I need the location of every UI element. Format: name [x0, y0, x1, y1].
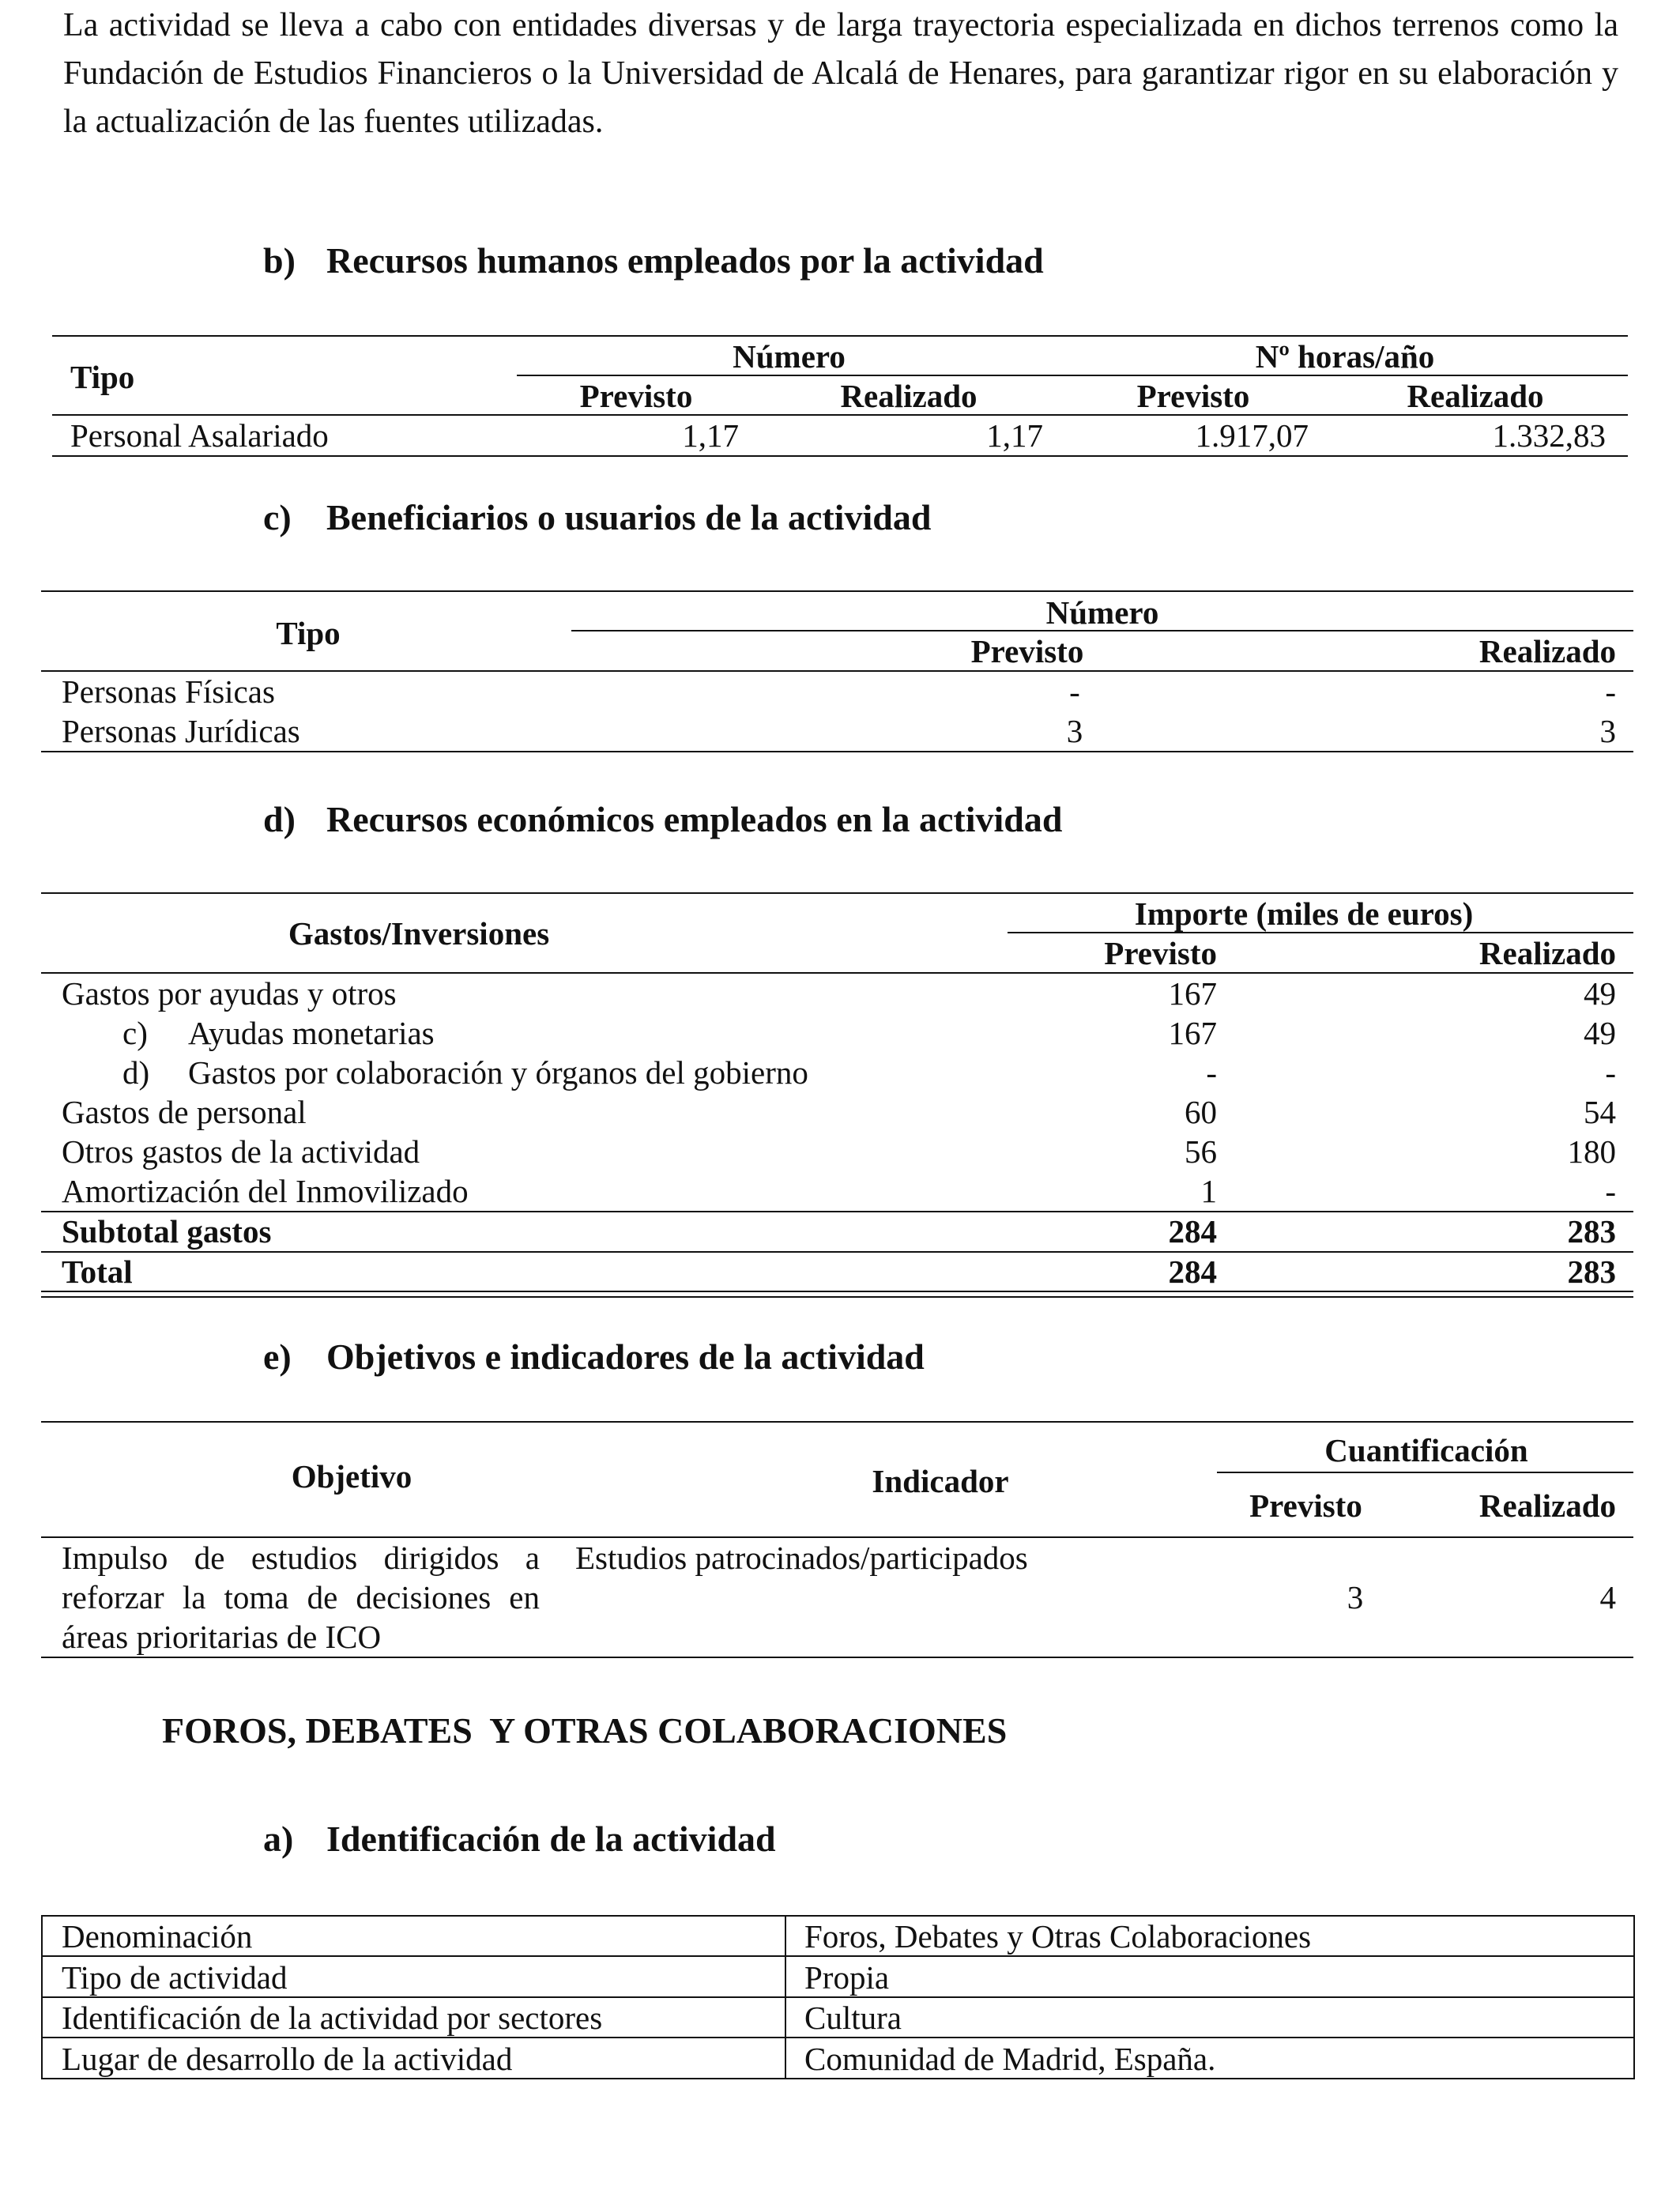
- table-d-subtotal-rule: [41, 1211, 1633, 1212]
- table-d-row-real: -: [1605, 1173, 1616, 1209]
- section-e-letter: e): [263, 1336, 292, 1377]
- table-e-col-objetivo: Objetivo: [291, 1458, 412, 1495]
- table-e-objetivo-line: reforzar la toma de decisiones en: [62, 1579, 540, 1615]
- table-d-row-label: Gastos de personal: [62, 1094, 307, 1130]
- table-c-group-numero: Número: [1045, 594, 1159, 631]
- table-d-subtotal-real: 283: [1567, 1213, 1616, 1250]
- id-table-value: Propia: [804, 1959, 890, 1996]
- table-e-previsto: Previsto: [1249, 1487, 1362, 1524]
- table-d-row-label: Gastos por colaboración y órganos del gobierno: [188, 1054, 808, 1091]
- table-d-row-label: Ayudas monetarias: [188, 1015, 435, 1051]
- id-table-key: Lugar de desarrollo de la actividad: [62, 2041, 513, 2077]
- table-c-row-prev: -: [1069, 673, 1080, 710]
- table-d-row-label: Gastos por ayudas y otros: [62, 975, 397, 1012]
- id-table-divider: [785, 1915, 786, 2079]
- table-c-row-tipo: Personas Físicas: [62, 673, 275, 710]
- table-b-row-h-prev: 1.917,07: [1195, 417, 1309, 454]
- table-d-row-prefix: c): [122, 1015, 148, 1051]
- table-b-bottom-rule: [52, 455, 1628, 457]
- table-b-numero-previsto: Previsto: [579, 378, 693, 414]
- table-e-group-rule: [1217, 1472, 1633, 1473]
- section-d-heading: [263, 798, 1062, 840]
- id-table-key: Identificación de la actividad por sectores: [62, 2000, 603, 2036]
- section-a-heading: [263, 1818, 776, 1860]
- table-d-row-prefix: d): [122, 1054, 150, 1091]
- table-d-total-rule: [41, 1251, 1633, 1253]
- table-c-row-prev: 3: [1066, 713, 1083, 749]
- section-c-heading: [263, 496, 931, 538]
- table-e-real: 4: [1599, 1579, 1616, 1615]
- main-heading: FOROS, DEBATES Y OTRAS COLABORACIONES: [162, 1710, 1008, 1751]
- table-b-numero-realizado: Realizado: [840, 378, 977, 414]
- section-b-title: Recursos humanos empleados por la actividad: [326, 240, 1044, 281]
- table-e-prev: 3: [1347, 1579, 1364, 1615]
- table-c-top-rule: [41, 590, 1633, 592]
- table-c-realizado: Realizado: [1478, 633, 1616, 669]
- section-b-letter: b): [263, 240, 296, 281]
- table-d-row-prev: 167: [1168, 975, 1217, 1012]
- id-table-value: Cultura: [804, 2000, 902, 2036]
- table-e-objetivo-line: Impulso de estudios dirigidos a: [62, 1540, 540, 1576]
- table-e-objetivo-line: áreas prioritarias de ICO: [62, 1619, 382, 1655]
- table-c-header-rule: [41, 670, 1633, 672]
- table-b-row-h-real: 1.332,83: [1492, 417, 1606, 454]
- section-a-title: Identificación de la actividad: [326, 1819, 776, 1859]
- table-b-group-numero: Número: [733, 338, 846, 375]
- table-d-col-gastos: Gastos/Inversiones: [288, 915, 550, 952]
- table-c-row-real: -: [1605, 673, 1616, 710]
- table-e-indicador: Estudios patrocinados/participados: [575, 1540, 1028, 1576]
- table-d-bottom-rule-1: [41, 1291, 1633, 1292]
- table-c-previsto: Previsto: [970, 633, 1084, 669]
- table-d-total-real: 283: [1567, 1253, 1616, 1290]
- table-d-row-real: 54: [1584, 1094, 1616, 1130]
- id-table-border-left: [41, 1915, 43, 2079]
- table-c-row-tipo: Personas Jurídicas: [62, 713, 300, 749]
- id-table-value: Comunidad de Madrid, España.: [804, 2041, 1216, 2077]
- table-b-row-num-prev: 1,17: [682, 417, 739, 454]
- table-e-col-indicador: Indicador: [872, 1463, 1009, 1499]
- table-d-total-prev: 284: [1168, 1253, 1217, 1290]
- table-d-row-prev: 167: [1168, 1015, 1217, 1051]
- table-d-row-real: 49: [1584, 1015, 1616, 1051]
- table-b-horas-previsto: Previsto: [1136, 378, 1250, 414]
- section-a-letter: a): [263, 1819, 294, 1859]
- table-e-group-cuant: Cuantificación: [1324, 1432, 1528, 1468]
- table-d-row-real: 180: [1567, 1133, 1616, 1170]
- intro-paragraph: La actividad se lleva a cabo con entidades diversas y de larga trayectoria especializada en dichos terrenos como la Fundación de Estudios Financieros o la Universidad de Alcalá de Henares, para garantizar rigor en su elaboración y la actualización de las fuentes utilizadas.: [63, 7, 1618, 140]
- section-b-heading: [263, 239, 1044, 281]
- section-c-title: Beneficiarios o usuarios de la actividad: [326, 497, 932, 537]
- table-b-group-horas: Nº horas/año: [1255, 338, 1435, 375]
- table-d-subtotal-label: Subtotal gastos: [62, 1213, 272, 1250]
- table-d-row-real: 49: [1584, 975, 1616, 1012]
- table-d-row-prev: -: [1206, 1054, 1217, 1091]
- table-c-bottom-rule: [41, 751, 1633, 752]
- table-b-row-num-real: 1,17: [986, 417, 1043, 454]
- table-d-row-prev: 56: [1185, 1133, 1217, 1170]
- section-e-heading: [263, 1336, 925, 1378]
- id-table-value: Foros, Debates y Otras Colaboraciones: [804, 1918, 1312, 1955]
- table-d-group-importe: Importe (miles de euros): [1134, 895, 1474, 932]
- table-d-row-label: Otros gastos de la actividad: [62, 1133, 420, 1170]
- table-d-row-prev: 1: [1200, 1173, 1217, 1209]
- table-d-previsto: Previsto: [1104, 935, 1217, 971]
- table-e-bottom-rule: [41, 1657, 1633, 1658]
- section-d-title: Recursos económicos empleados en la actividad: [326, 799, 1063, 839]
- section-d-letter: d): [263, 799, 296, 839]
- table-d-realizado: Realizado: [1478, 935, 1616, 971]
- table-b-col-tipo: Tipo: [70, 359, 135, 395]
- table-e-top-rule: [41, 1421, 1633, 1423]
- id-table-key: Denominación: [62, 1918, 253, 1955]
- table-b-horas-realizado: Realizado: [1407, 378, 1544, 414]
- table-c-row-real: 3: [1599, 713, 1616, 749]
- section-e-title: Objetivos e indicadores de la actividad: [326, 1336, 925, 1377]
- table-e-realizado: Realizado: [1478, 1487, 1616, 1524]
- table-d-subtotal-prev: 284: [1168, 1213, 1217, 1250]
- table-d-row-label: Amortización del Inmovilizado: [62, 1173, 469, 1209]
- table-d-row-prev: 60: [1185, 1094, 1217, 1130]
- table-c-col-tipo: Tipo: [276, 615, 341, 651]
- id-table-border-right: [1633, 1915, 1635, 2079]
- table-b-row-tipo: Personal Asalariado: [70, 417, 329, 454]
- section-c-letter: c): [263, 497, 292, 537]
- id-table-key: Tipo de actividad: [62, 1959, 288, 1996]
- table-d-row-real: -: [1605, 1054, 1616, 1091]
- table-d-bottom-rule-2: [41, 1296, 1633, 1298]
- table-d-total-label: Total: [62, 1253, 133, 1290]
